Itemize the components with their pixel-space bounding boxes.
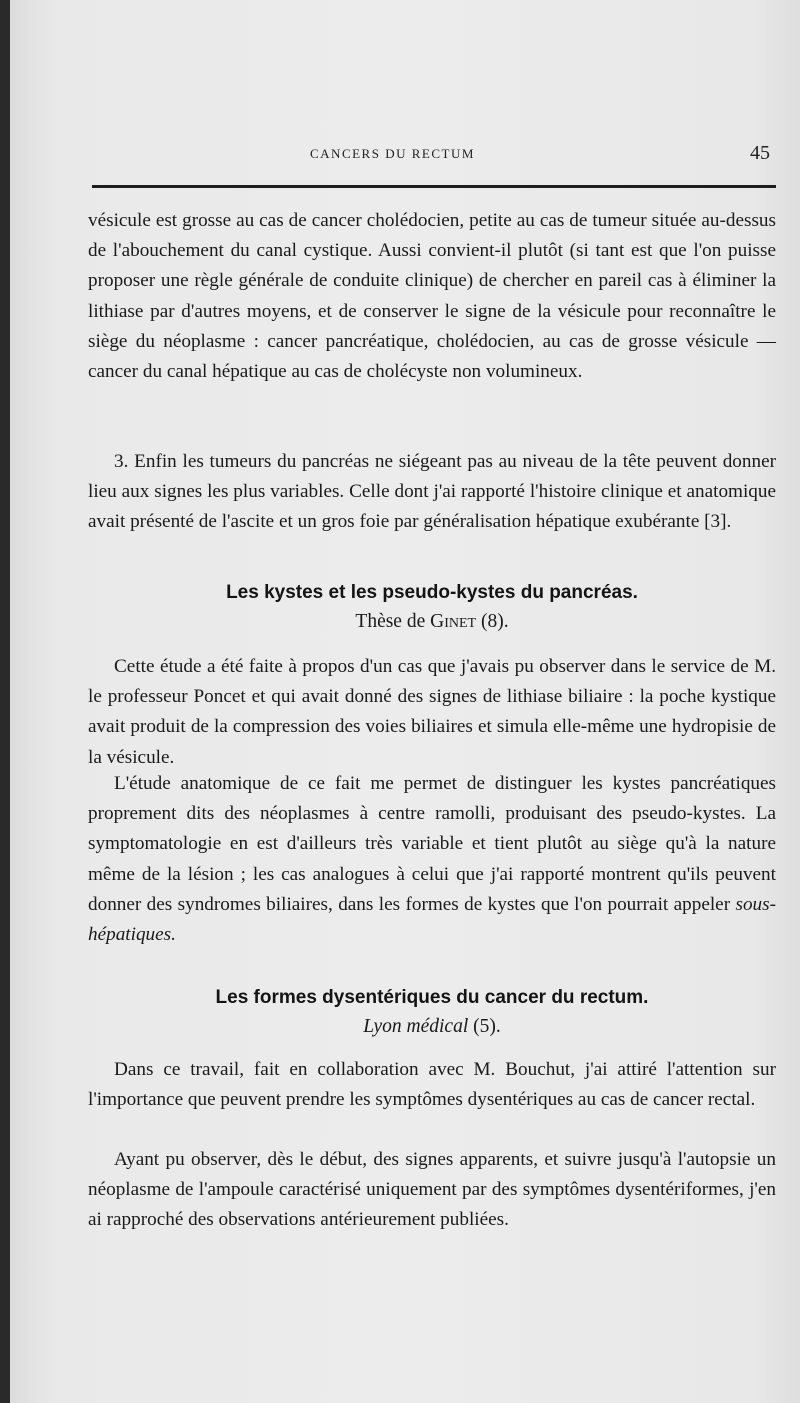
section-source-rectum	[88, 1016, 776, 1038]
page-number: 45	[750, 142, 770, 164]
paragraph-3: Cette étude a été faite à propos d'un cas que j'avais pu observer dans le service de M. le professeur Poncet et qui avait donné des signes de lithiase biliaire : la poche kystique avait produit de la compression des voies biliaires et simula elle-même une hydropisie de la vésicule.	[88, 656, 776, 768]
source-journal: Lyon médical	[363, 1016, 469, 1037]
section-source-pancreas	[88, 611, 776, 633]
paragraph-6: Ayant pu observer, dès le début, des signes apparents, et suivre jusqu'à l'autopsie un néoplasme de l'ampoule caractérisé uniquement par des symptômes dysentériformes, j'en ai rapproché des observations antérieurement publiées.	[88, 1149, 776, 1231]
section-heading-rectum: Les formes dysentériques du cancer du rectum.	[215, 987, 649, 1008]
paragraph-4	[88, 769, 776, 950]
header-rule	[92, 185, 776, 188]
section-heading-pancreas: Les kystes et les pseudo-kystes du pancréas.	[226, 582, 638, 603]
paragraph-2: 3. Enfin les tumeurs du pancréas ne siégeant pas au niveau de la tête peuvent donner lieu aux signes les plus variables. Celle dont j'ai rapporté l'histoire clinique et anatomique avait présenté de l'ascite et un gros foie par généralisation hépatique exubérante [3].	[88, 451, 776, 533]
source-ref-2: (5).	[473, 1016, 501, 1037]
paragraph-1: vésicule est grosse au cas de cancer cholédocien, petite au cas de tumeur située au-dessus de l'abouchement du canal cystique. Aussi convient-il plutôt (si tant est que l'on puisse proposer une règle générale de conduite clinique) de chercher en pareil cas à éliminer la lithiase par d'autres moyens, et de conserver le signe de la vésicule pour reconnaître le siège du néoplasme : cancer pancréatique, cholédocien, au cas de grosse vésicule — cancer du canal hépatique au cas de cholécyste non volumineux.	[88, 210, 776, 383]
paragraph-5: Dans ce travail, fait en collaboration avec M. Bouchut, j'ai attiré l'attention sur l'importance que peuvent prendre les symptômes dysentériques au cas de cancer rectal.	[88, 1059, 776, 1111]
running-title: CANCERS DU RECTUM	[310, 146, 475, 161]
source-author: Ginet	[430, 611, 477, 632]
source-ref: (8).	[480, 611, 509, 632]
page-header	[310, 142, 770, 170]
book-page	[10, 0, 800, 1403]
source-prefix: Thèse de	[355, 611, 426, 632]
paragraph-4-italic: sous-hépatiques.	[88, 893, 777, 946]
paragraph-4-text: L'étude anatomique de ce fait me permet de distinguer les kystes pancréatiques proprement dits des néoplasmes à centre ramolli, produisant des pseudo-kystes. La symptomatologie en est d'ailleurs très variable et tient plutôt au siège qu'à la nature même de la lésion ; les cas analogues à celui que j'ai rapporté montrent qu'ils peuvent donner des syndromes biliaires, dans les formes de kystes que l'on pourrait appeler	[88, 773, 776, 915]
